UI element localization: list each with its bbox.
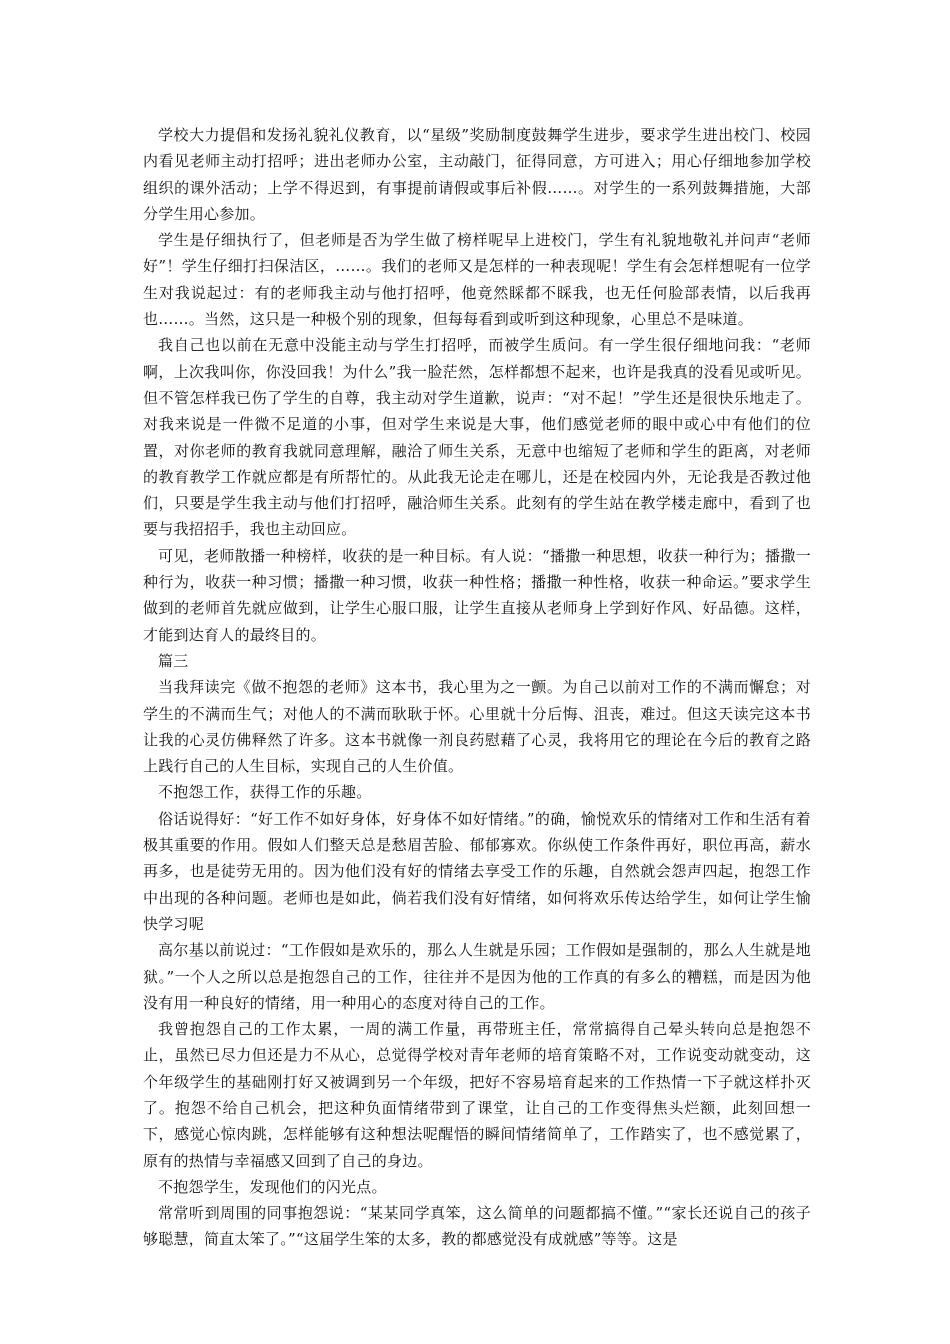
paragraph-5: 当我拜读完《做不抱怨的老师》这本书，我心里为之一颤。为自己以前对工作的不满而懈怠；对学生的不满而生气；对他人的不满而耿耿于怀。心里就十分后悔、沮丧，难过。但这天读完这本书让我的心灵仿佛释然了许多。这本书就像一剂良药慰藉了心灵，我将用它的理论在今后的教育之路上践行自己的人生目标，实现自己的人生价值。 — [143, 678, 811, 776]
document-body — [143, 122, 811, 1253]
paragraph-3: 我自己也以前在无意中没能主动与学生打招呼，而被学生质问。有一学生很仔细地问我：“老师啊，上次我叫你，你没回我！为什么”我一脸茫然，怎样都想不起来，也许是我真的没看见或听见。但不管怎样我已伤了学生的自尊，我主动对学生道歉，说声：“对不起！”学生还是很快乐地走了。对我来说是一件微不足道的小事，但对学生来说是大事，他们感觉老师的眼中或心中有他们的位置，对你老师的教育我就同意理解，融洽了师生关系，无意中也缩短了老师和学生的距离，对老师的教育教学工作就应都是有所帮忙的。从此我无论走在哪儿，还是在校园内外，无论我是否教过他们，只要是学生我主动与他们打招呼，融洽师生关系。此刻有的学生站在教学楼走廊中，看到了也要与我招招手，我也主动回应。 — [143, 336, 811, 539]
paragraph-9: 常常听到周围的同事抱怨说：“某某同学真笨，这么简单的问题都搞不懂。”“家长还说自己的孩子够聪慧，简直太笨了。”“这届学生笨的太多，教的都感觉没有成就感”等等。这是 — [143, 1204, 811, 1249]
paragraph-2: 学生是仔细执行了，但老师是否为学生做了榜样呢早上进校门，学生有礼貌地敬礼并问声“老师好”！学生仔细打扫保洁区，……。我们的老师又是怎样的一种表现呢！学生有会怎样想呢有一位学生对我说起过：有的老师我主动与他打招呼，他竟然睬都不睬我，也无任何脸部表情，以后我再也……。当然，这只是一种极个别的现象，但每每看到或听到这种现象，心里总不是味道。 — [143, 231, 811, 329]
paragraph-1: 学校大力提倡和发扬礼貌礼仪教育，以“星级”奖励制度鼓舞学生进步，要求学生进出校门、校园内看见老师主动打招呼；进出老师办公室，主动敲门，征得同意，方可进入；用心仔细地参加学校组织的课外活动；上学不得迟到，有事提前请假或事后补假……。对学生的一系列鼓舞措施，大部分学生用心参加。 — [143, 126, 811, 223]
section-heading-pian-san: 篇三 — [158, 651, 189, 670]
paragraph-7: 高尔基以前说过：“工作假如是欢乐的，那么人生就是乐园；工作假如是强制的，那么人生就是地狱。”一个人之所以总是抱怨自己的工作，往往并不是因为他的工作真的有多么的糟糕，而是因为他没有用一种良好的情绪，用一种用心的态度对待自己的工作。 — [143, 941, 811, 1012]
paragraph-6: 俗话说得好：“好工作不如好身体，好身体不如好情绪。”的确，愉悦欢乐的情绪对工作和生活有着极其重要的作用。假如人们整天总是愁眉苦脸、郁郁寡欢。你纵使工作条件再好，职位再高，薪水再多，也是徒劳无用的。因为他们没有好的情绪去享受工作的乐趣，自然就会怨声四起，抱怨工作中出现的各种问题。老师也是如此，倘若我们没有好情绪，如何将欢乐传达给学生，如何让学生愉快学习呢 — [143, 809, 811, 933]
subheading-students: 不抱怨学生，发现他们的闪光点。 — [158, 1177, 387, 1196]
paragraph-8: 我曾抱怨自己的工作太累，一周的满工作量，再带班主任，常常搞得自己晕头转向总是抱怨不止，虽然已尽力但还是力不从心，总觉得学校对青年老师的培育策略不对，工作说变动就变动，这个年级学生的基础刚打好又被调到另一个年级，把好不容易培育起来的工作热情一下子就这样扑灭了。抱怨不给自己机会，把这种负面情绪带到了课堂，让自己的工作变得焦头烂额，此刻回想一下，感觉心惊肉跳，怎样能够有这种想法呢醒悟的瞬间情绪简单了，工作踏实了，也不感觉累了，原有的热情与幸福感又回到了自己的身边。 — [143, 1020, 811, 1170]
subheading-work: 不抱怨工作，获得工作的乐趣。 — [158, 783, 372, 802]
paragraph-4: 可见，老师散播一种榜样，收获的是一种目标。有人说：“播撒一种思想，收获一种行为；播撒一种行为，收获一种习惯；播撒一种习惯，收获一种性格；播撒一种性格，收获一种命运。”要求学生做到的老师首先就应做到，让学生心服口服，让学生直接从老师身上学到好作风、好品德。这样，才能到达育人的最终目的。 — [143, 546, 811, 644]
